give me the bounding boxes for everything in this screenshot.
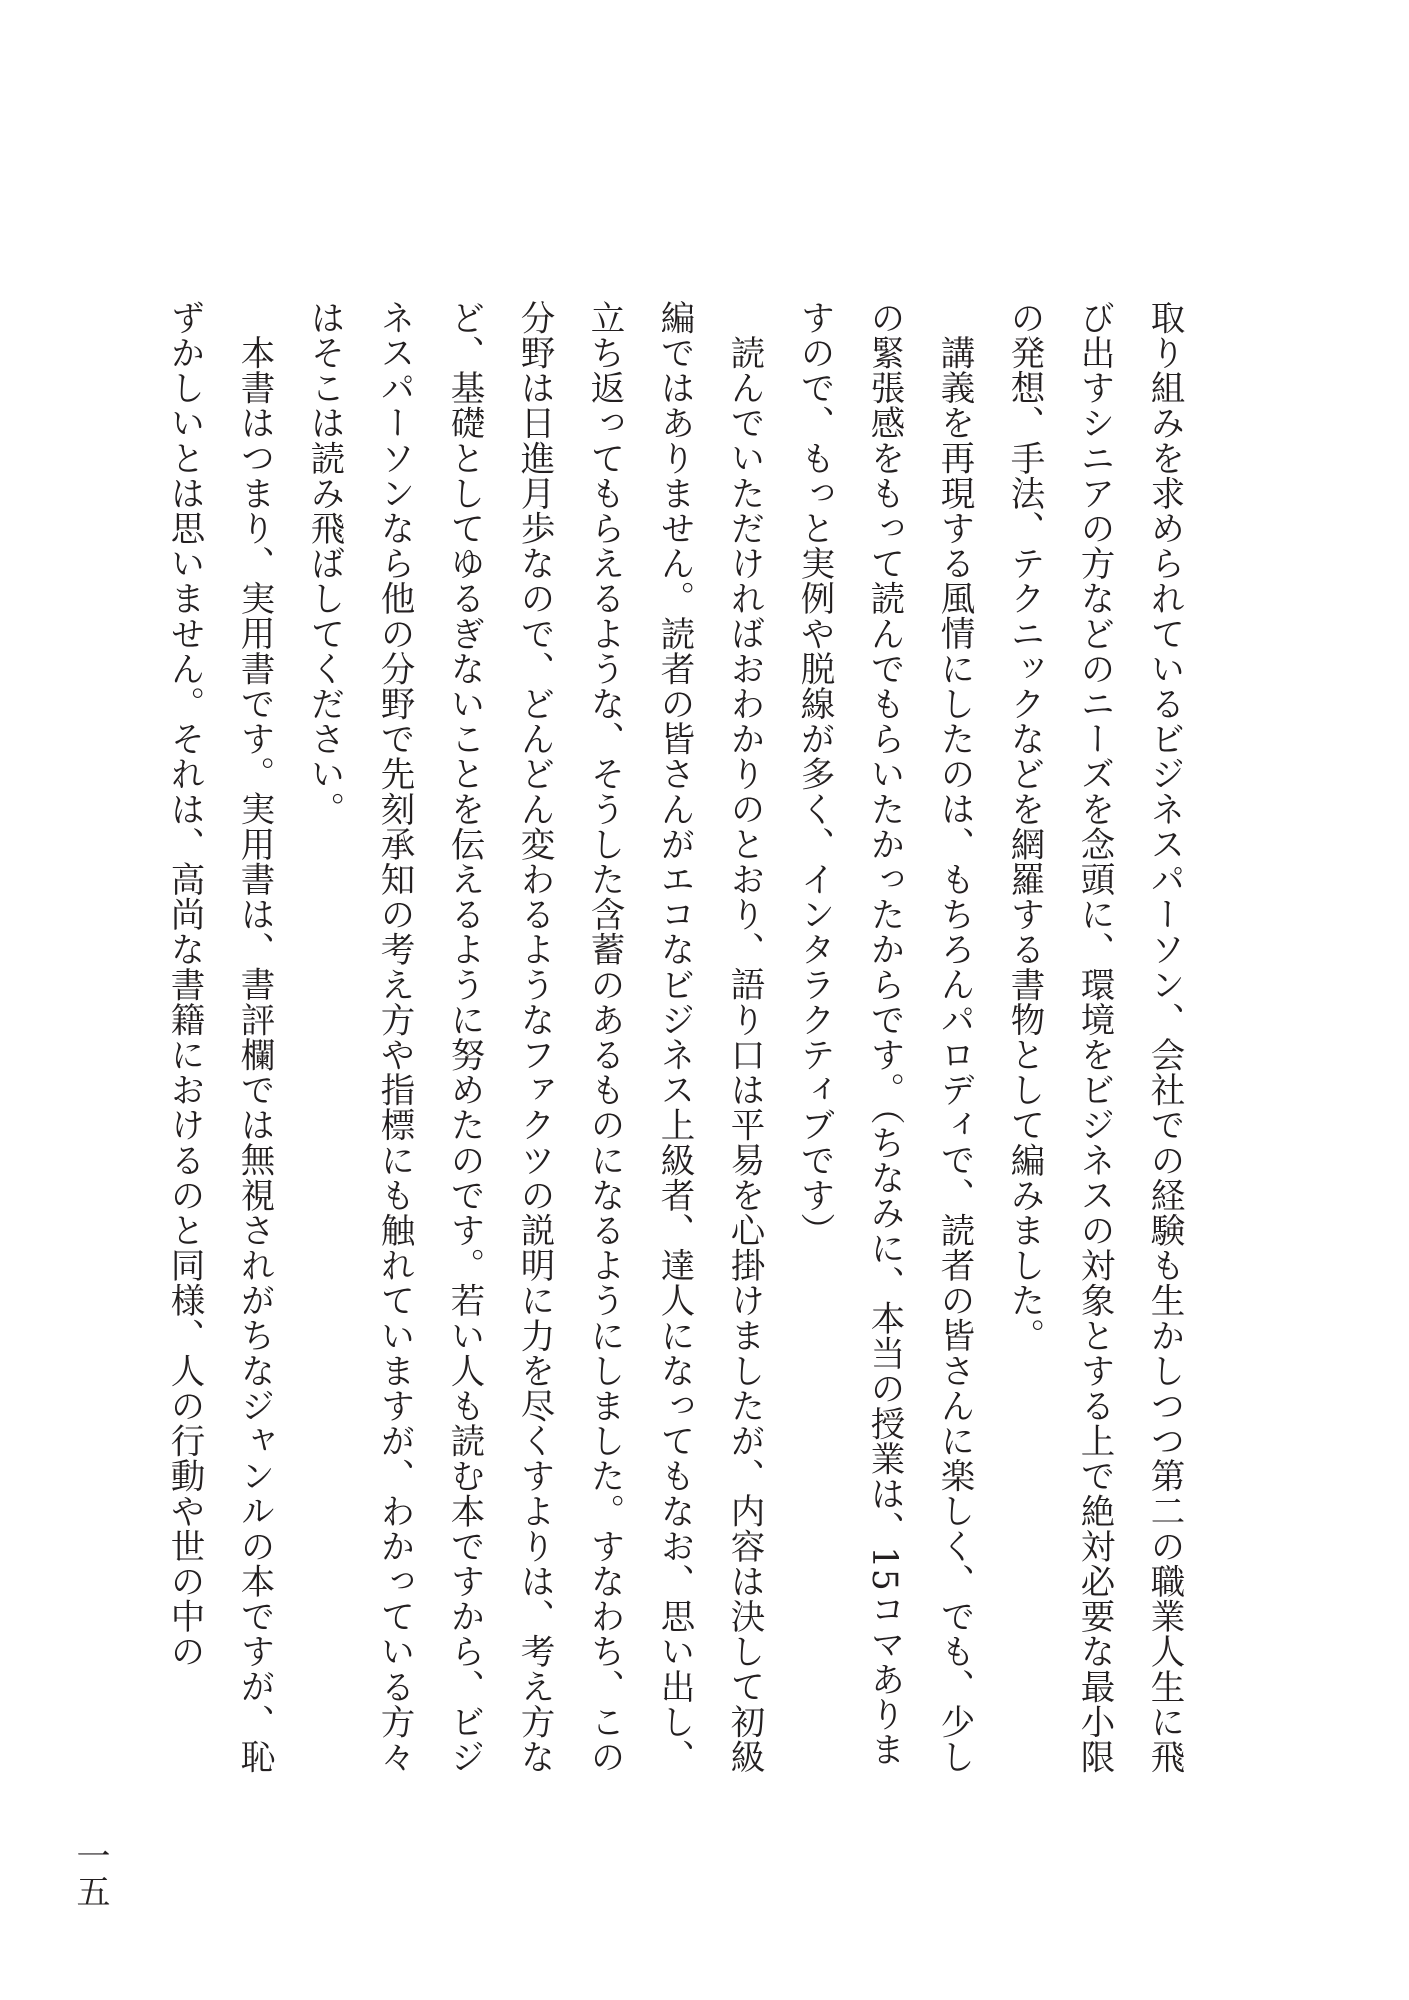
paragraph-3: 読んでいただければおわかりのとおり、語り口は平易を心掛けましたが、内容は決して初級編ではありません。読者の皆さんがエコなビジネス上級者、達人になってもなお、思い出し、立ち返ってもらえるような、そうした含蓄のあるものになるようにしました。すなわち、この分野は日進月歩なので、どんどん変わるようなファクツの説明に力を尽くすよりは、考え方など、基礎としてゆるぎないことを伝えるように努めたのです。若い人も読む本ですから、ビジネスパーソンなら他の分野で先刻承知の考え方や指標にも触れていますが、わかっている方々はそこは読み飛ばしてください。 bbox=[304, 300, 764, 1775]
paragraph-4: 本書はつまり、実用書です。実用書は、書評欄では無視されがちなジャンルの本ですが、恥ずかしいとは思いません。それは、高尚な書籍におけるのと同様、人の行動や世の中の bbox=[164, 300, 274, 1774]
page-number: 一五 bbox=[70, 1838, 110, 1910]
paragraph-2: 講義を再現する風情にしたのは、もちろんパロディで、読者の皆さんに楽しく、でも、少しの緊張感をもって読んでもらいたかったからです。（ちなみに、本当の授業は、15コマありますので、もっと実例や脱線が多く、インタラクティブです） bbox=[794, 300, 974, 1774]
vertical-text-body bbox=[119, 300, 1199, 1800]
paragraph-1: 取り組みを求められているビジネスパーソン、会社での経験も生かしつつ第二の職業人生に飛び出すシニアの方などのニーズを念頭に、環境をビジネスの対象とする上で絶対必要な最小限の発想、手法、テクニックなどを網羅する書物として編みました。 bbox=[1004, 300, 1184, 1775]
